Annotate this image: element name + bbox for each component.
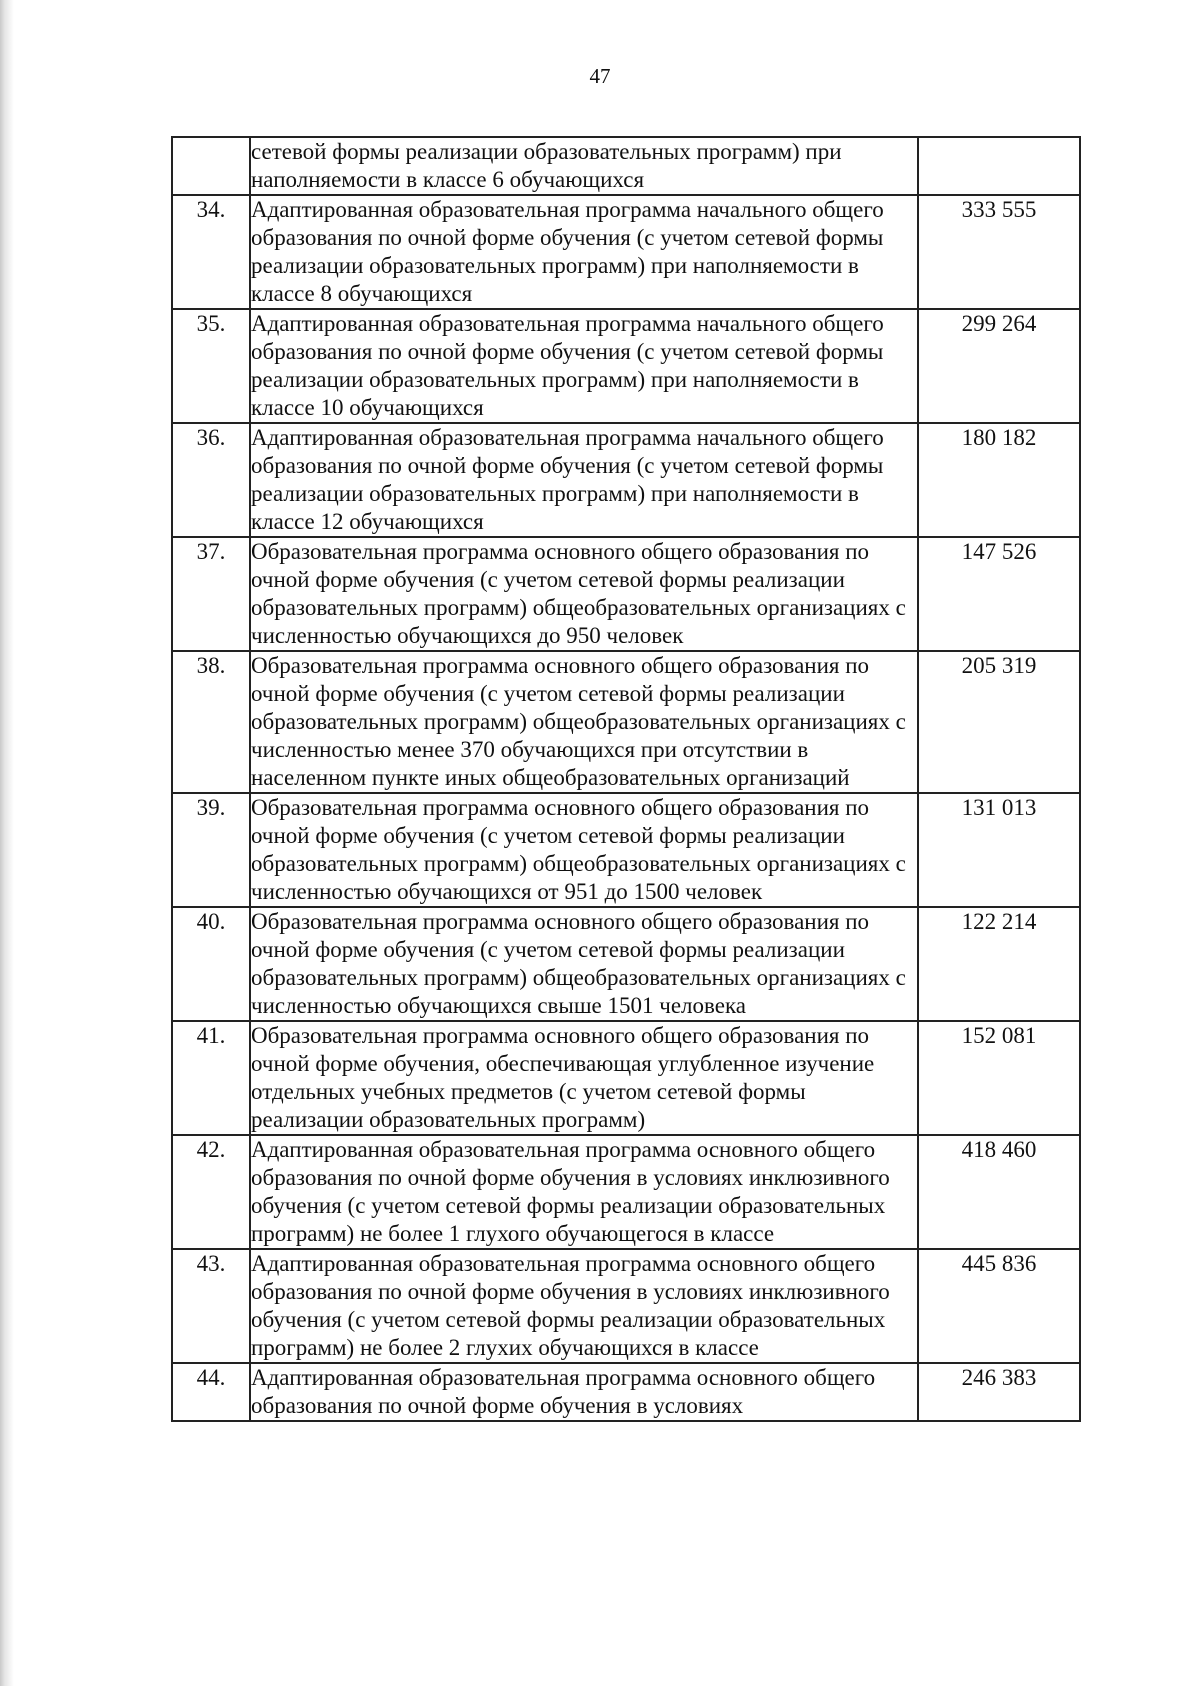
cost-value: 131 013 — [918, 793, 1080, 907]
row-number: 41. — [172, 1021, 250, 1135]
program-description: Образовательная программа основного общего образования по очной форме обучения (с учетом сетевой формы реализации образовательных программ) общеобразовательных организациях с численностью обучающихся свыше 1501 человека — [250, 907, 918, 1021]
cost-value: 246 383 — [918, 1363, 1080, 1421]
table-row — [172, 1363, 1080, 1421]
cost-value: 147 526 — [918, 537, 1080, 651]
table-row — [172, 793, 1080, 907]
row-number: 44. — [172, 1363, 250, 1421]
row-number — [172, 137, 250, 195]
program-description: Адаптированная образовательная программа основного общего образования по очной форме обучения в условиях инклюзивного обучения (с учетом сетевой формы реализации образовательных программ) не более 2 глухих обучающихся в классе — [250, 1249, 918, 1363]
table-row — [172, 423, 1080, 537]
row-number: 43. — [172, 1249, 250, 1363]
cost-value — [918, 137, 1080, 195]
row-number: 39. — [172, 793, 250, 907]
table-row — [172, 195, 1080, 309]
page-number: 47 — [589, 64, 611, 88]
cost-value: 205 319 — [918, 651, 1080, 793]
table-row — [172, 1021, 1080, 1135]
row-number: 40. — [172, 907, 250, 1021]
program-description: Образовательная программа основного общего образования по очной форме обучения (с учетом сетевой формы реализации образовательных программ) общеобразовательных организациях с численностью менее 370 обучающихся при отсутствии в населенном пункте иных общеобразовательных организаций — [250, 651, 918, 793]
program-description: Образовательная программа основного общего образования по очной форме обучения (с учетом сетевой формы реализации образовательных программ) общеобразовательных организациях с численностью обучающихся до 950 человек — [250, 537, 918, 651]
row-number: 38. — [172, 651, 250, 793]
table-row — [172, 1249, 1080, 1363]
cost-value: 418 460 — [918, 1135, 1080, 1249]
cost-value: 333 555 — [918, 195, 1080, 309]
table-row — [172, 309, 1080, 423]
cost-value: 180 182 — [918, 423, 1080, 537]
program-description: Адаптированная образовательная программа начального общего образования по очной форме обучения (с учетом сетевой формы реализации образовательных программ) при наполняемости в классе 8 обучающихся — [250, 195, 918, 309]
scan-edge-shadow — [0, 0, 14, 1686]
program-description: Адаптированная образовательная программа основного общего образования по очной форме обучения в условиях — [250, 1363, 918, 1421]
tariff-table — [171, 136, 1081, 1422]
program-description: Адаптированная образовательная программа начального общего образования по очной форме обучения (с учетом сетевой формы реализации образовательных программ) при наполняемости в классе 12 обучающихся — [250, 423, 918, 537]
program-description: Адаптированная образовательная программа основного общего образования по очной форме обучения в условиях инклюзивного обучения (с учетом сетевой формы реализации образовательных программ) не более 1 глухого обучающегося в классе — [250, 1135, 918, 1249]
cost-value: 152 081 — [918, 1021, 1080, 1135]
table-row — [172, 651, 1080, 793]
table-row — [172, 907, 1080, 1021]
row-number: 34. — [172, 195, 250, 309]
table-row — [172, 137, 1080, 195]
table-row — [172, 537, 1080, 651]
row-number: 35. — [172, 309, 250, 423]
cost-value: 445 836 — [918, 1249, 1080, 1363]
program-description: Образовательная программа основного общего образования по очной форме обучения (с учетом сетевой формы реализации образовательных программ) общеобразовательных организациях с численностью обучающихся от 951 до 1500 человек — [250, 793, 918, 907]
cost-value: 299 264 — [918, 309, 1080, 423]
program-description: Адаптированная образовательная программа начального общего образования по очной форме обучения (с учетом сетевой формы реализации образовательных программ) при наполняемости в классе 10 обучающихся — [250, 309, 918, 423]
program-description: сетевой формы реализации образовательных программ) при наполняемости в классе 6 обучающихся — [250, 137, 918, 195]
table-row — [172, 1135, 1080, 1249]
cost-value: 122 214 — [918, 907, 1080, 1021]
program-description: Образовательная программа основного общего образования по очной форме обучения, обеспечивающая углубленное изучение отдельных учебных предметов (с учетом сетевой формы реализации образовательных программ) — [250, 1021, 918, 1135]
row-number: 42. — [172, 1135, 250, 1249]
row-number: 37. — [172, 537, 250, 651]
row-number: 36. — [172, 423, 250, 537]
